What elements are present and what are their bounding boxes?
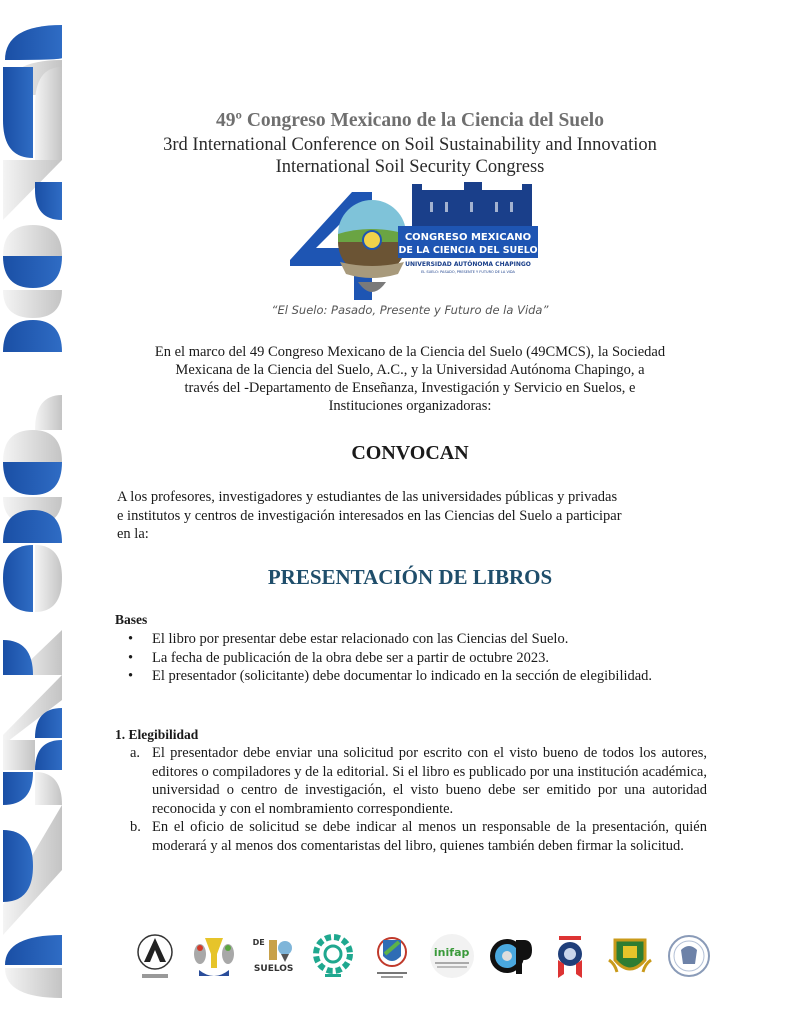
list-marker: a. bbox=[130, 745, 141, 761]
uaemex-logo bbox=[547, 930, 593, 982]
intro-line: En el marco del 49 Congreso Mexicano de la Ciencia del Suelo (49CMCS), la Sociedad bbox=[154, 344, 666, 360]
uan-shield-icon bbox=[607, 930, 653, 982]
uaemex-shield-icon bbox=[547, 930, 593, 982]
congress-logo-icon bbox=[280, 182, 540, 302]
deis-text: DE bbox=[252, 938, 265, 947]
decorative-sidebar bbox=[0, 0, 70, 1024]
chapingo-logo bbox=[191, 930, 237, 982]
suelos-text: SUELOS bbox=[253, 964, 294, 974]
bases-list bbox=[122, 630, 707, 686]
sponsor-logos bbox=[132, 928, 712, 984]
convocan-heading: CONVOCAN bbox=[351, 442, 469, 464]
document-page bbox=[110, 0, 710, 1024]
intro-line: través del -Departamento de Enseñanza, Investigación y Servicio en Suelos, e bbox=[184, 380, 636, 396]
smcs-logo bbox=[132, 930, 178, 982]
list-item: • La fecha de publicación de la obra debe ser a partir de octubre 2023. bbox=[128, 649, 549, 666]
event-logo bbox=[280, 182, 540, 302]
section-title: PRESENTACIÓN DE LIBROS bbox=[267, 565, 553, 589]
logo-line4: EL SUELO: PASADO, PRESENTE Y FUTURO DE LA VIDA bbox=[421, 270, 515, 274]
inifap-logo bbox=[429, 930, 475, 982]
list-marker: b. bbox=[130, 819, 141, 835]
inirap-logo bbox=[369, 930, 415, 982]
intro-line: Instituciones organizadoras: bbox=[328, 398, 492, 414]
intro-line: Mexicana de la Ciencia del Suelo, A.C., y la Universidad Autónoma Chapingo, a bbox=[175, 362, 645, 378]
colpos-icon bbox=[488, 930, 534, 982]
bullet-icon: • bbox=[128, 649, 134, 666]
eligibility-heading: 1. Elegibilidad bbox=[115, 727, 199, 742]
bases-heading: Bases bbox=[115, 612, 148, 627]
invitation-paragraph bbox=[117, 488, 707, 544]
motto: “El Suelo: Pasado, Presente y Futuro de la Vida” bbox=[271, 303, 549, 317]
smcs-seal-icon bbox=[132, 930, 178, 982]
geometric-pattern-icon bbox=[0, 0, 70, 1024]
logo-line1: CONGRESO MEXICANO bbox=[404, 232, 532, 243]
list-item: a. El presentador debe enviar una solicitud por escrito con el visto bueno de todos los autores, editores o compiladores y de la editorial. Si el libro es publicado por una institución académica, universidad o centro de investigación, el visto bueno debe ser emitido por una autoridad reconocida y con el nombramiento correspondiente. bbox=[130, 745, 707, 817]
congress-title: 49º Congreso Mexicano de la Ciencia del Suelo bbox=[216, 110, 604, 131]
cinvestav-emblem-icon bbox=[310, 930, 356, 982]
colpos-logo bbox=[488, 930, 534, 982]
logo-line3: UNIVERSIDAD AUTÓNOMA CHAPINGO bbox=[405, 261, 531, 268]
logo-line2: DE LA CIENCIA DEL SUELO bbox=[398, 245, 538, 256]
invitation-line: en la: bbox=[117, 526, 149, 542]
inirap-shield-icon bbox=[369, 930, 415, 982]
bullet-icon: • bbox=[128, 631, 134, 647]
list-item: • El libro por presentar debe estar relacionado con las Ciencias del Suelo. bbox=[128, 631, 569, 647]
eligibility-list bbox=[122, 744, 707, 855]
inifap-text: inifap bbox=[433, 946, 470, 959]
deis-suelos-logo bbox=[251, 930, 297, 982]
list-item: b. En el oficio de solicitud se debe indicar al menos un responsable de la presentación, quién moderará y al menos dos comentaristas del libro, quienes también deben firmar la solicitud. bbox=[130, 819, 707, 854]
intro-paragraph bbox=[110, 343, 710, 415]
list-item: • El presentador (solicitante) debe documentar lo indicado en la sección de elegibilidad. bbox=[128, 668, 653, 684]
bullet-icon: • bbox=[128, 668, 134, 684]
uan-logo bbox=[607, 930, 653, 982]
conference-subtitle: 3rd International Conference on Soil Sustainability and Innovation bbox=[163, 135, 657, 155]
university-seal-icon bbox=[666, 930, 712, 982]
chapingo-emblem-icon bbox=[191, 930, 237, 982]
university-seal-logo bbox=[666, 930, 712, 982]
invitation-line: A los profesores, investigadores y estudiantes de las universidades públicas y privadas bbox=[117, 489, 618, 505]
security-congress-subtitle: International Soil Security Congress bbox=[275, 157, 545, 177]
invitation-line: e institutos y centros de investigación interesados en las Ciencias del Suelo a participar bbox=[117, 507, 622, 524]
cinvestav-logo bbox=[310, 930, 356, 982]
